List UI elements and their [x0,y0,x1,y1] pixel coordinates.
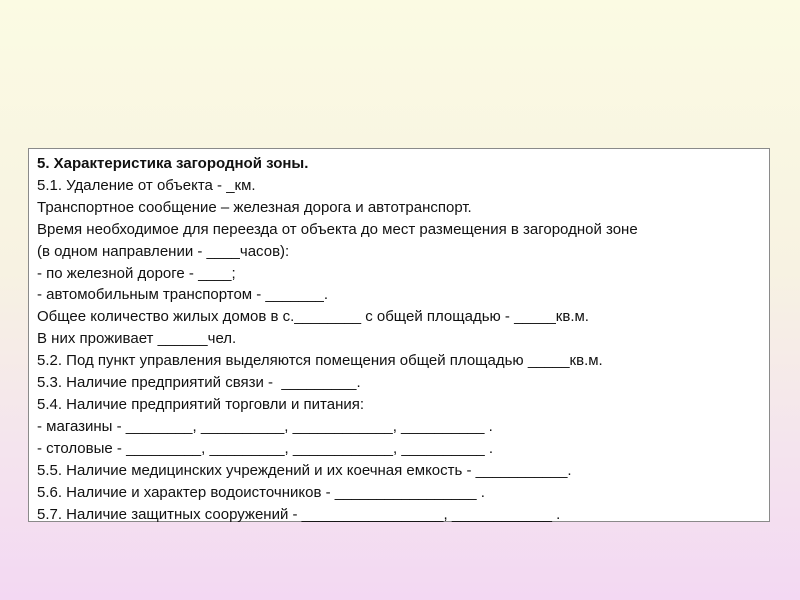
doc-line-road: - автомобильным транспортом - _______. [37,286,328,304]
section-title: 5. Характеристика загородной зоны. [37,155,309,172]
doc-line-railway: - по железной дороге - ____; [37,264,236,282]
doc-line-water: 5.6. Наличие и характер водоисточников - _________________ . [37,483,485,501]
doc-line-distance: 5.1. Удаление от объекта - _км. [37,176,256,194]
document-box [28,148,770,522]
doc-line-shops: - магазины - ________, __________, ____________, __________ . [37,417,493,435]
doc-line-communication: 5.3. Наличие предприятий связи - _________. [37,374,361,392]
doc-line-transport: Транспортное сообщение – железная дорога и автотранспорт. [37,198,472,216]
doc-line-residents: В них проживает ______чел. [37,330,237,348]
doc-line-shelters: 5.7. Наличие защитных сооружений - _________________, ____________ . [37,505,561,523]
doc-line-trade: 5.4. Наличие предприятий торговли и питания: [37,395,365,413]
doc-line-houses: Общее количество жилых домов в с.________ с общей площадью - _____кв.м. [37,308,589,326]
doc-line-command-post: 5.2. Под пункт управления выделяются помещения общей площадью _____кв.м. [37,352,603,370]
doc-line-travel-time: Время необходимое для переезда от объекта до мест размещения в загородной зоне [37,220,638,238]
doc-line-canteens: - столовые - _________, _________, ____________, __________ . [37,439,494,457]
doc-line-direction: (в одном направлении - ____часов): [37,242,290,260]
doc-line-medical: 5.5. Наличие медицинских учреждений и их коечная емкость - ___________. [37,461,572,479]
